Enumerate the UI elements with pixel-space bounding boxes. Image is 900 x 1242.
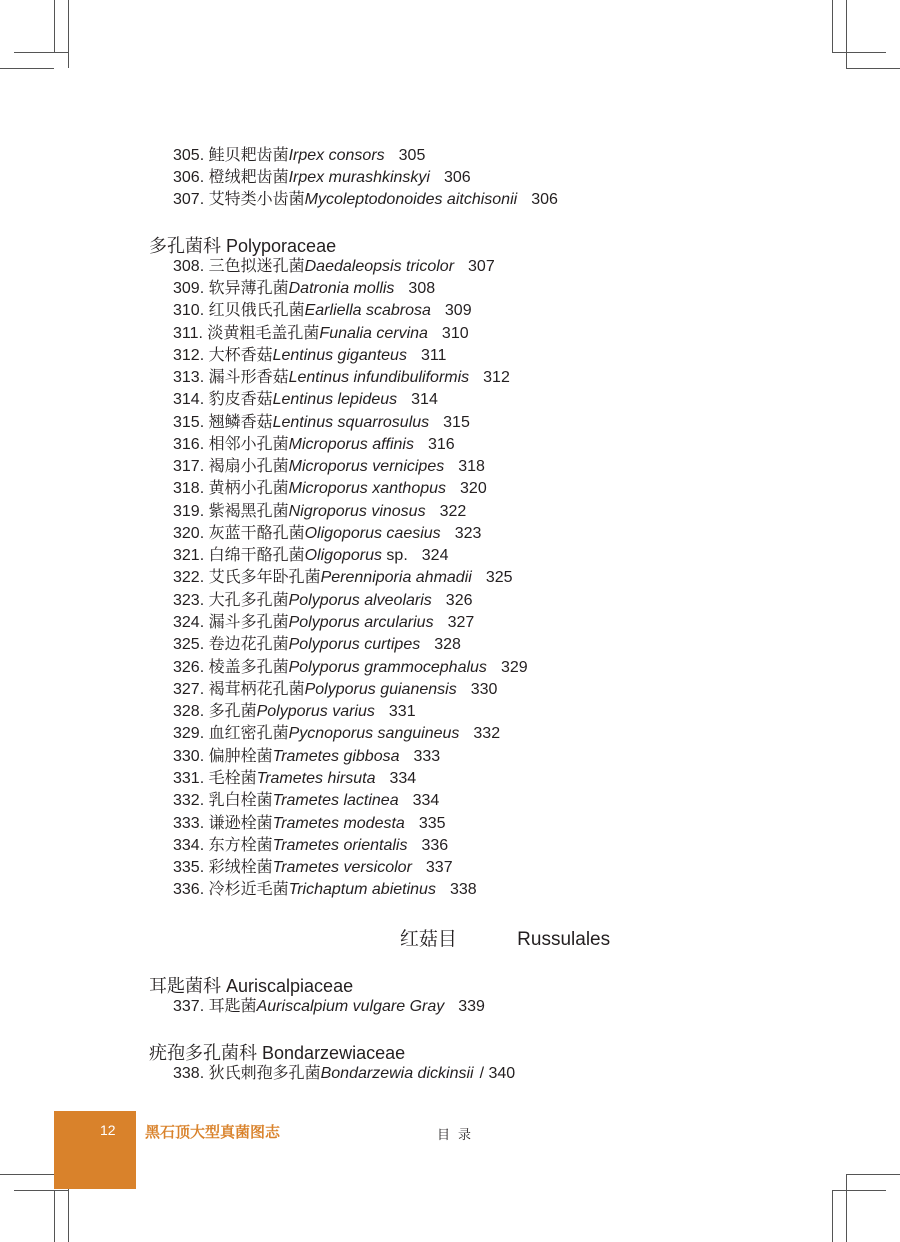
- toc-entry: 310. 红贝俄氏孔菌Earliella scabrosa 309: [173, 302, 472, 319]
- crop-mark: [846, 0, 847, 68]
- crop-mark: [832, 1190, 886, 1191]
- toc-entry: 333. 谦逊栓菌Trametes modesta 335: [173, 815, 446, 832]
- crop-mark: [846, 1174, 847, 1242]
- toc-entry: 321. 白绵干酪孔菌Oligoporus sp. 324: [173, 547, 449, 564]
- toc-entry: 334. 东方栓菌Trametes orientalis 336: [173, 837, 449, 854]
- toc-entry: 318. 黄柄小孔菌Microporus xanthopus 320: [173, 480, 487, 497]
- book-title: 黑石顶大型真菌图志: [145, 1123, 281, 1141]
- toc-entry: 308. 三色拟迷孔菌Daedaleopsis tricolor 307: [173, 258, 495, 275]
- toc-entry: 335. 彩绒栓菌Trametes versicolor 337: [173, 859, 453, 876]
- toc-entry: 332. 乳白栓菌Trametes lactinea 334: [173, 792, 440, 809]
- crop-mark: [0, 68, 54, 69]
- toc-entry: 315. 翘鳞香菇Lentinus squarrosulus 315: [173, 414, 470, 431]
- toc-entry: 329. 血红密孔菌Pycnoporus sanguineus 332: [173, 725, 501, 742]
- crop-mark: [54, 1190, 55, 1242]
- family-heading: 耳匙菌科 Auriscalpiaceae: [149, 976, 354, 996]
- crop-mark: [832, 1190, 833, 1242]
- toc-entry: 312. 大杯香菇Lentinus giganteus 311: [173, 347, 447, 364]
- section-title: 目录: [437, 1127, 480, 1142]
- footer-page-box: [54, 1111, 136, 1189]
- toc-entry: 337. 耳匙菌Auriscalpium vulgare Gray 339: [173, 998, 485, 1015]
- crop-mark: [832, 52, 886, 53]
- toc-entry: 322. 艾氏多年卧孔菌Perenniporia ahmadii 325: [173, 569, 513, 586]
- crop-mark: [68, 0, 69, 68]
- toc-entry: 323. 大孔多孔菌Polyporus alveolaris 326: [173, 592, 473, 609]
- crop-mark: [14, 52, 68, 53]
- toc-entry: 306. 橙绒耙齿菌Irpex murashkinskyi 306: [173, 169, 471, 186]
- crop-mark: [846, 1174, 900, 1175]
- toc-entry: 330. 偏肿栓菌Trametes gibbosa 333: [173, 748, 441, 765]
- toc-entry: 314. 豹皮香菇Lentinus lepideus 314: [173, 391, 438, 408]
- family-heading: 多孔菌科 Polyporaceae: [149, 236, 337, 256]
- toc-entry: 316. 相邻小孔菌Microporus affinis 316: [173, 436, 455, 453]
- toc-entry: 313. 漏斗形香菇Lentinus infundibuliformis 312: [173, 369, 510, 386]
- crop-mark: [0, 1174, 54, 1175]
- toc-entry: 338. 狄氏刺孢多孔菌Bondarzewia dickinsii / 340: [173, 1065, 516, 1082]
- page-number: 12: [100, 1122, 116, 1138]
- toc-entry: 305. 鲑贝耙齿菌Irpex consors 305: [173, 147, 426, 164]
- toc-entry: 324. 漏斗多孔菌Polyporus arcularius 327: [173, 614, 475, 631]
- toc-entry: 325. 卷边花孔菌Polyporus curtipes 328: [173, 636, 461, 653]
- toc-entry: 320. 灰蓝干酪孔菌Oligoporus caesius 323: [173, 525, 482, 542]
- toc-entry: 328. 多孔菌Polyporus varius 331: [173, 703, 416, 720]
- toc-entry: 309. 软异薄孔菌Datronia mollis 308: [173, 280, 436, 297]
- crop-mark: [832, 0, 833, 52]
- crop-mark: [846, 68, 900, 69]
- toc-entry: 319. 紫褐黑孔菌Nigroporus vinosus 322: [173, 503, 467, 520]
- toc-entry: 317. 褐扇小孔菌Microporus vernicipes 318: [173, 458, 485, 475]
- toc-entry: 331. 毛栓菌Trametes hirsuta 334: [173, 770, 417, 787]
- order-heading: 红菇目 Russulales: [399, 929, 611, 950]
- family-heading: 疣孢多孔菌科 Bondarzewiaceae: [149, 1043, 406, 1063]
- toc-entry: 336. 冷杉近毛菌Trichaptum abietinus 338: [173, 881, 477, 898]
- crop-mark: [14, 1190, 68, 1191]
- toc-entry: 307. 艾特类小齿菌Mycoleptodonoides aitchisonii 306: [173, 191, 558, 208]
- toc-entry: 326. 棱盖多孔菌Polyporus grammocephalus 329: [173, 659, 528, 676]
- crop-mark: [54, 0, 55, 52]
- toc-entry: 311. 淡黄粗毛盖孔菌Funalia cervina 310: [173, 325, 469, 342]
- toc-entry: 327. 褐茸柄花孔菌Polyporus guianensis 330: [173, 681, 498, 698]
